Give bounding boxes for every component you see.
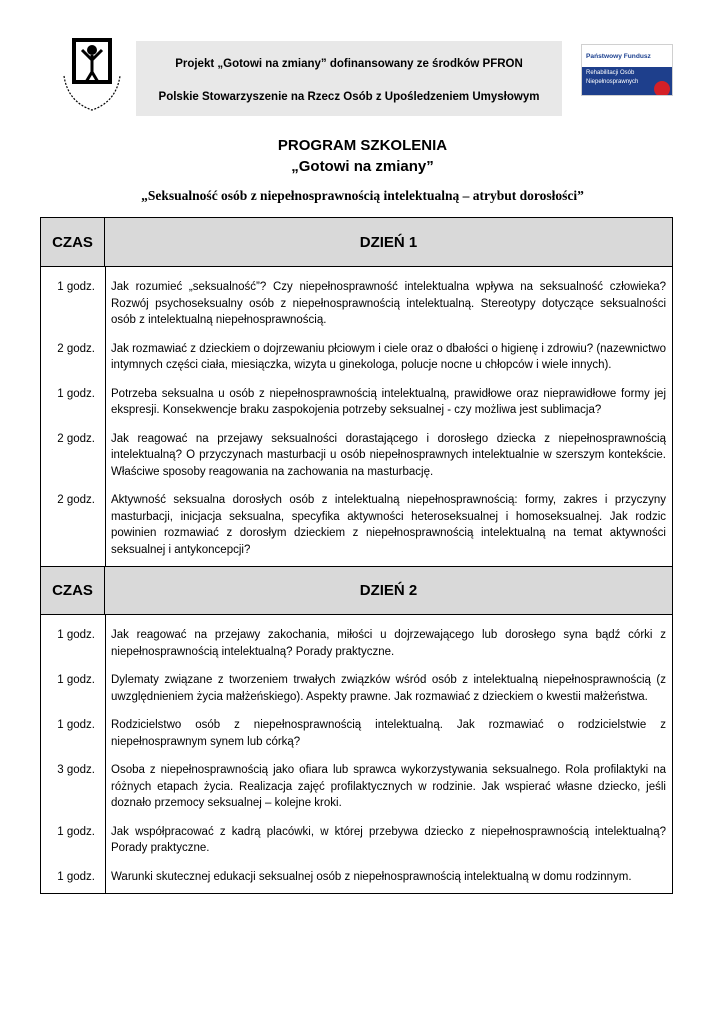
entry-description: Osoba z niepełnosprawnością jako ofiara lub sprawca wykorzystywania seksualnego. Rola profilaktyki na różnych etapach życia. Realizacja zajęć profilaktycznych w rodzinie. Jak wspierać własne dziecko, jeśli doznało przemocy seksualnej – kolejne kroki. xyxy=(111,764,666,809)
entry-time: 1 godz. xyxy=(57,281,95,293)
time-column-header: CZAS xyxy=(41,218,105,266)
entry-time: 1 godz. xyxy=(57,825,95,838)
table-row xyxy=(41,762,672,812)
day2-body xyxy=(41,615,672,893)
table-row xyxy=(41,431,672,481)
entry-description: Jak reagować na przejawy seksualności dorastającego i dorosłego dziecka z niepełnosprawnością intelektualną? O przyczynach masturbacji u osób niepełnosprawnych intelektualnie w szerszym kontekście. Właściwe sposoby reagowania na zachowania na masturbację. xyxy=(111,432,666,478)
entry-description: Jak współpracować z kadrą placówki, w której przebywa dziecko z niepełnosprawnością intelektualną? Porady praktyczne. xyxy=(111,825,666,854)
banner-project-text: Projekt „Gotowi na zmiany” dofinansowany ze środków PFRON xyxy=(175,58,523,70)
day1-header: DZIEŃ 1 xyxy=(359,233,418,251)
entry-time: 2 godz. xyxy=(57,432,95,445)
table-row xyxy=(41,386,672,419)
program-title: PROGRAM SZKOLENIA xyxy=(277,137,448,154)
day2-header-row xyxy=(41,566,672,615)
association-logo-icon xyxy=(58,36,124,118)
entry-time: 2 godz. xyxy=(57,494,95,506)
entry-time: 3 godz. xyxy=(57,764,95,776)
pfron-logo-sub1: Rehabilitacji Osób xyxy=(586,70,635,76)
entry-time: 1 godz. xyxy=(57,674,95,686)
day1-body xyxy=(41,267,672,566)
entry-description: Dylematy związane z tworzeniem trwałych związków wśród osób z intelektualną niepełnosprawnością (z uwzględnieniem życia małżeńskiego). Aspekty prawne. Jak rozmawiać z dzieckiem o kwestii małżeństwa. xyxy=(111,674,666,703)
table-row xyxy=(41,492,672,558)
entry-description: Aktywność seksualna dorosłych osób z intelektualną niepełnosprawnością: formy, zakres i przyczyny masturbacji, inicjacja seksualna, specyfika aktywności heteroseksualnej i homoseksualnej. Jak rodzic powinien rozmawiać z dorosłym dzieckiem z niepełnosprawnością intelektualną na temat aktywności seksualnej i antykoncepcji? xyxy=(111,494,666,556)
entry-description: Rodzicielstwo osób z niepełnosprawnością intelektualną. Jak rozmawiać o rodzicielstwie z niepełnosprawnym synem lub córką? xyxy=(111,719,666,748)
day1-header-row xyxy=(41,218,672,267)
day2-header: DZIEŃ 2 xyxy=(359,582,418,599)
banner-organization-text: Polskie Stowarzyszenie na Rzecz Osób z Upośledzeniem Umysłowym xyxy=(158,91,540,103)
entry-description: Warunki skutecznej edukacji seksualnej osób z niepełnosprawnością intelektualną w domu rodzinnym. xyxy=(111,870,632,883)
entry-description: Potrzeba seksualna u osób z niepełnosprawnością intelektualną, prawidłowe oraz nieprawidłowe formy jej ekspresji. Konsekwencje braku zaspokojenia potrzeby seksualnej - czy możliwa jest sublimacja? xyxy=(111,387,666,416)
program-name: „Gotowi na zmiany” xyxy=(291,158,434,175)
table-row xyxy=(41,824,672,857)
table-row xyxy=(41,869,672,886)
pfron-logo-dot-icon xyxy=(654,81,670,96)
entry-time: 1 godz. xyxy=(57,629,95,641)
pfron-logo xyxy=(581,44,673,96)
table-row xyxy=(41,627,672,660)
time-column-header: CZAS xyxy=(41,567,105,614)
entry-description: Jak reagować na przejawy zakochania, miłości u dojrzewającego lub dorosłego syna bądź córki z niepełnosprawnością intelektualną? Porady praktyczne. xyxy=(111,629,666,658)
entry-time: 1 godz. xyxy=(57,719,95,731)
pfron-logo-title: Państwowy Fundusz xyxy=(586,53,651,60)
entry-description: Jak rozmawiać z dzieckiem o dojrzewaniu płciowym i ciele oraz o dbałości o higienę i zdrowiu? (nazewnictwo intymnych części ciała, miesiączka, wizyta u ginekologa, polucje nocne u chłopców i wiele innych). xyxy=(111,342,666,371)
table-row xyxy=(41,717,672,750)
pfron-logo-sub2: Niepełnosprawnych xyxy=(586,79,639,85)
project-banner xyxy=(136,41,562,116)
table-row xyxy=(41,672,672,705)
entry-time: 1 godz. xyxy=(57,387,95,400)
table-row xyxy=(41,279,672,329)
table-row xyxy=(41,341,672,374)
entry-description: Jak rozumieć „seksualność”? Czy niepełnosprawność intelektualna wpływa na seksualność człowieka? Rozwój psychoseksualny osób z niepełnosprawnością intelektualną. Stereotypy dotyczące seksualności osób z intelektualną niepełnosprawnością. xyxy=(111,281,666,326)
schedule-table xyxy=(40,217,673,894)
entry-time: 1 godz. xyxy=(57,870,95,883)
program-topic: „Seksualność osób z niepełnosprawnością intelektualną – atrybut dorosłości” xyxy=(141,188,584,203)
entry-time: 2 godz. xyxy=(57,342,95,355)
